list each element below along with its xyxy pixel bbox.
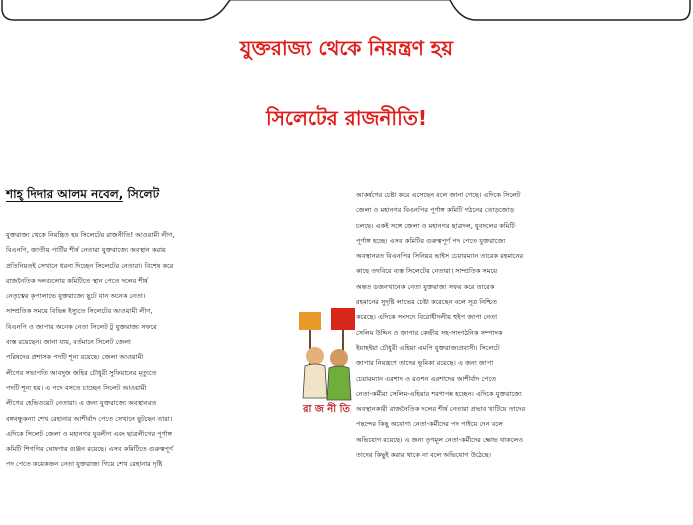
left-column-line: পদটি শূন্য হয়। এ পদে বসতে চাচ্ছেন সিলেট আওয়ামী [6, 383, 147, 392]
right-column-line: রহমানের সুদৃষ্টি লাভের চেষ্টা করেছেন বলে সূত্র নিশ্চিত [356, 298, 498, 307]
left-column-line: নেতৃত্বের কৃপালাভে যুক্তরাজ্যে ছুটে যান অনেক নেতা। [6, 292, 146, 301]
right-column-line: অন্তত ডজনখানেক নেতা যুক্তরাজ্য সফর করে তারেক [356, 282, 495, 291]
right-column-line: পূর্ণাঙ্গ হচ্ছে। এসব কমিটির গুরুত্বপূর্ণ পদ পেতে যুক্তরাজ্যে [356, 236, 506, 245]
left-column-line: বিএনপি ও জাপার অনেক নেতা সিলেট টু যুক্তরাজ্য সফরে [6, 322, 157, 331]
right-column-line: নেতা-কর্মীরা সেলিম-এহিয়ার শরণাপন্ন হচ্ছেন। এদিকে যুক্তরাজ্যে [356, 389, 522, 398]
headline-line-1: যুক্তরাজ্য থেকে নিয়ন্ত্রণ হয় [239, 36, 454, 60]
right-column-line: সেলিম উদ্দিন ও জাপার কেন্দ্রীয় সহ-সাংগঠনিক সম্পাদক [356, 328, 503, 337]
top-frame [0, 0, 693, 30]
right-column-line: অভিযোগ রয়েছে। এ জন্য তৃণমূল নেতা-কর্মীদের ক্ষোভ থাকলেও [356, 435, 524, 444]
article-column-right [356, 188, 686, 463]
right-column-line: করেছে। এদিকে সংসদে বিরোধীদলীয় হুইপ জাপা নেতা [356, 313, 498, 322]
article-column-left [6, 228, 338, 473]
left-column-line: কমিটি শিগগির ঘোষণার গুঞ্জন রয়েছে। এসব কমিটিতে গুরুত্বপূর্ণ [6, 445, 173, 454]
left-column-line: এদিকে সিলেট জেলা ও মহানগর যুবলীগ এবং ছাত্রলীগের পূর্ণাঙ্গ [6, 429, 172, 438]
illustration-caption: রা জ নী তি [303, 404, 350, 415]
left-column-line: প্রতিনিয়তই সেখানে ধরনা দিচ্ছেন সিলেটের নেতারা। বিশেষ করে [6, 261, 174, 270]
headline-line-2: সিলেটের রাজনীতি! [266, 106, 427, 130]
left-column-line: বঙ্গবন্ধুকন্যা শেখ রেহানার আশীর্বাদ পেতে সেখানে ছুটছেন তারা। [6, 414, 173, 423]
left-column-line: যুক্তরাজ্য থেকে নিয়ন্ত্রিত হয় সিলেটের রাজনীতি! আওয়ামী লীগ, [6, 231, 175, 239]
right-column-line: ইয়াহইয়া চৌধুরী এহিয়া এমপি যুক্তরাজ্যপ্রবাসী। সিলেটে [356, 343, 500, 352]
right-column-line: চলছে। একই সঙ্গে জেলা ও মহানগর ছাত্রদল, যুবদলের কমিটি [356, 221, 515, 230]
left-column-line: বিএনপি, জাতীয় পার্টির শীর্ষ নেতারা যুক্তরাজ্যে অবস্থান করায় [6, 246, 166, 255]
right-column-line: অবস্থানকারী রাজনৈতিক দলের শীর্ষ নেতারা প্রভাব খাটিয়ে তাদের [356, 405, 526, 414]
left-column-line: সাম্প্রতিক সময়ে বিভিন্ন ইস্যুতে সিলেটের আওয়ামী লীগ, [6, 307, 153, 316]
right-column-line: চেয়ারম্যান এরশাদ ও রওশন এরশাদের আশীর্বাদ পেতে [356, 374, 497, 383]
byline [6, 186, 159, 206]
author-name: শাহ্‌ দিদার আলম নবেল, [6, 187, 124, 201]
left-column-line: লীগের সভাপতি আবদুজ জহির চৌধুরী সুফিয়ানের মৃত্যুতে [6, 368, 157, 377]
right-column-line: জেলা ও মহানগর বিএনপির পূর্ণাঙ্গ কমিটি গঠনের তোড়জোড় [356, 206, 515, 215]
left-column-line: লীগের হেভিওয়েট নেতারা। এ জন্য যুক্তরাজ্যে অবস্থানরত [6, 399, 157, 408]
right-column-line: আকর্ষণের চেষ্টা করে এসেছেন বলে জানা গেছে। এদিকে সিলেট [356, 191, 521, 199]
illustration-image [295, 308, 359, 416]
right-column-line: তাদের কিছুই করার থাকে না বলে অভিযোগ উঠেছে। [356, 451, 492, 460]
left-column-line: পদ পেতে কয়েকজন নেতা যুক্তরাজ্য গিয়ে শেখ রেহানার দৃষ্টি [6, 460, 163, 469]
right-column-line: জাপার নিয়ন্ত্রণে তাদের ভূমিকা রয়েছে। এ জন্য জাপা [356, 359, 494, 368]
right-column-line: পছন্দের কিছু অযোগ্য নেতা-কর্মীদের পদ পাইয়ে দেন বলে [356, 420, 503, 429]
left-column-line: ব্যস্ত রয়েছেন। জানা যায়, বর্তমানে সিলেট জেলা [6, 338, 131, 347]
right-column-line: অবস্থানরত বিএনপির সিনিয়র ভাইস চেয়ারম্যান তারেক রহমানের [356, 252, 524, 261]
right-column-line: কাছে তদবিরে ব্যস্ত সিলেটের নেতারা। সাম্প্রতিক সময়ে [356, 267, 498, 276]
left-column-line: পরিষদের প্রশাসক পদটি শূন্য রয়েছে। জেলা আওয়ামী [6, 353, 144, 362]
dateline: সিলেট [123, 187, 160, 201]
left-column-line: রাজনৈতিক দলগুলোর কমিটিতে স্থান পেতে দলের শীর্ষ [6, 276, 148, 285]
